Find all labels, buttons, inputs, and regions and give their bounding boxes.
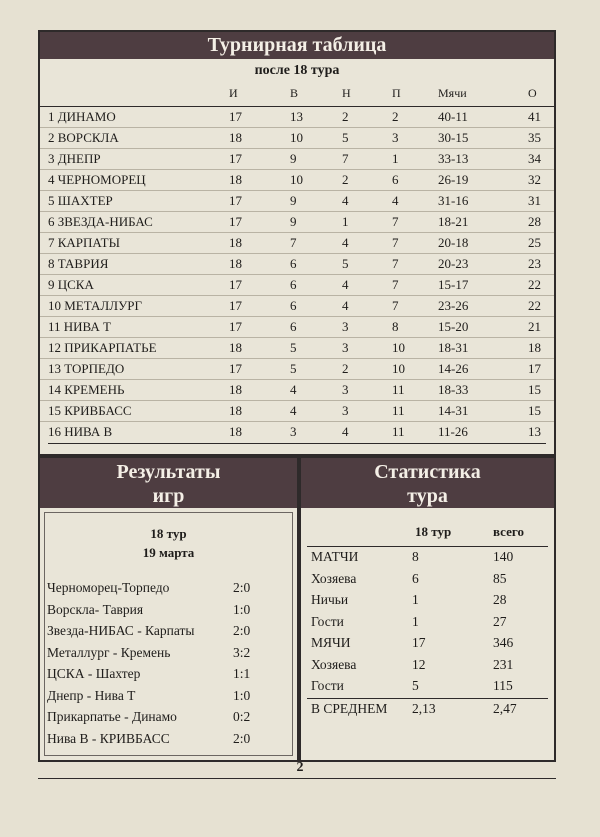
team-name: 16 НИВА В <box>48 424 113 439</box>
standings-row <box>40 232 554 253</box>
games-cell: 17 <box>229 151 242 166</box>
draws-cell: 4 <box>342 235 349 250</box>
team-name: 3 ДНЕПР <box>48 151 101 166</box>
points-cell: 35 <box>528 130 541 145</box>
standings-row <box>40 190 554 211</box>
header-games: И <box>229 86 238 100</box>
balls-cell: 14-26 <box>438 361 469 376</box>
points-cell: 22 <box>528 298 541 313</box>
result-score: 3:2 <box>233 644 251 660</box>
losses-cell: 1 <box>392 151 399 166</box>
games-cell: 18 <box>229 256 242 271</box>
header-draws: Н <box>342 86 351 100</box>
standings-bottom-rule <box>48 443 546 444</box>
points-cell: 21 <box>528 319 541 334</box>
stat-tour-value: 1 <box>412 613 419 629</box>
draws-cell: 5 <box>342 130 349 145</box>
standings-row <box>40 211 554 232</box>
stat-tour-value: 8 <box>412 549 419 564</box>
games-cell: 17 <box>229 277 242 292</box>
match-results <box>38 456 299 762</box>
stats-list <box>305 547 550 698</box>
standings-subtitle: после 18 тура <box>254 63 340 78</box>
result-match: Нива В - КРИВБАСС <box>47 730 170 746</box>
stat-total-value: 85 <box>493 570 507 586</box>
team-name: 6 ЗВЕЗДА-НИБАС <box>48 214 153 229</box>
draws-cell: 3 <box>342 403 349 418</box>
wins-cell: 5 <box>290 361 297 376</box>
result-score: 1:0 <box>233 601 251 617</box>
result-score: 2:0 <box>233 623 251 638</box>
result-row <box>45 664 292 686</box>
result-score: 1:1 <box>233 666 251 681</box>
stat-total-value: 140 <box>493 549 514 564</box>
result-match: Металлург - Кремень <box>47 644 171 660</box>
standings-row <box>40 379 554 400</box>
wins-cell: 4 <box>290 382 297 397</box>
points-cell: 15 <box>528 382 541 397</box>
points-cell: 25 <box>528 235 541 250</box>
wins-cell: 4 <box>290 403 297 418</box>
stat-total-value: 115 <box>493 678 513 693</box>
points-cell: 34 <box>528 151 541 166</box>
stat-tour-value: 12 <box>412 656 426 672</box>
points-cell: 32 <box>528 172 541 187</box>
balls-cell: 18-33 <box>438 382 469 397</box>
draws-cell: 3 <box>342 382 349 397</box>
balls-cell: 40-11 <box>438 109 468 124</box>
standings-row <box>40 127 554 148</box>
wins-cell: 10 <box>290 172 303 187</box>
stat-label: МАТЧИ <box>311 549 359 564</box>
stat-total-value: 231 <box>493 656 514 672</box>
result-row <box>45 707 292 729</box>
result-match: Днепр - Нива Т <box>47 687 136 703</box>
losses-cell: 6 <box>392 172 399 187</box>
result-match: Звезда-НИБАС - Карпаты <box>47 623 195 638</box>
balls-cell: 15-20 <box>438 319 469 334</box>
result-row <box>45 578 292 600</box>
team-name: 14 КРЕМЕНЬ <box>48 382 125 397</box>
result-row <box>45 729 292 751</box>
draws-cell: 1 <box>342 214 349 229</box>
stat-tour-value: 5 <box>412 678 419 693</box>
stat-total-value: 346 <box>493 635 514 650</box>
standings-row <box>40 400 554 421</box>
games-cell: 18 <box>229 382 242 397</box>
draws-cell: 4 <box>342 298 349 313</box>
header-wins: В <box>290 86 299 100</box>
losses-cell: 11 <box>392 382 405 397</box>
points-cell: 15 <box>528 403 541 418</box>
draws-cell: 4 <box>342 193 349 208</box>
games-cell: 17 <box>229 298 242 313</box>
standings-row <box>40 316 554 337</box>
balls-cell: 26-19 <box>438 172 469 187</box>
draws-cell: 2 <box>342 361 349 376</box>
games-cell: 18 <box>229 340 242 355</box>
balls-cell: 11-26 <box>438 424 468 439</box>
wins-cell: 9 <box>290 151 297 166</box>
games-cell: 18 <box>229 172 242 187</box>
result-score: 1:0 <box>233 687 251 703</box>
team-name: 15 КРИВБАСС <box>48 403 132 418</box>
results-title <box>40 458 297 508</box>
team-name: 12 ПРИКАРПАТЬЕ <box>48 340 157 355</box>
draws-cell: 2 <box>342 172 349 187</box>
balls-cell: 33-13 <box>438 151 469 166</box>
stats-col-total: всего <box>493 524 524 539</box>
standings-row <box>40 337 554 358</box>
games-cell: 18 <box>229 130 242 145</box>
team-name: 4 ЧЕРНОМОРЕЦ <box>48 172 146 187</box>
page-number: 2 <box>296 760 304 775</box>
stat-label: Хозяева <box>311 570 357 586</box>
losses-cell: 3 <box>392 130 399 145</box>
stat-row <box>305 569 550 591</box>
wins-cell: 9 <box>290 193 297 208</box>
team-name: 13 ТОРПЕДО <box>48 361 125 376</box>
stat-tour-value: 6 <box>412 570 419 586</box>
draws-cell: 3 <box>342 340 349 355</box>
stat-label: Ничьи <box>311 592 349 607</box>
team-name: 2 ВОРСКЛА <box>48 130 119 145</box>
stat-label: Гости <box>311 613 344 629</box>
stats-col-tour: 18 тур <box>415 524 452 539</box>
stat-row <box>305 547 550 569</box>
balls-cell: 23-26 <box>438 298 469 313</box>
team-name: 7 КАРПАТЫ <box>48 235 120 250</box>
losses-cell: 7 <box>392 277 399 292</box>
balls-cell: 20-18 <box>438 235 469 250</box>
losses-cell: 2 <box>392 109 399 124</box>
balls-cell: 15-17 <box>438 277 469 292</box>
losses-cell: 7 <box>392 298 399 313</box>
points-cell: 22 <box>528 277 541 292</box>
losses-cell: 10 <box>392 361 405 376</box>
standings-table <box>38 30 556 456</box>
games-cell: 17 <box>229 319 242 334</box>
team-name: 5 ШАХТЕР <box>48 193 113 208</box>
stat-label: МЯЧИ <box>311 635 351 650</box>
losses-cell: 10 <box>392 340 405 355</box>
header-balls: Мячи <box>438 86 467 100</box>
result-row <box>45 600 292 622</box>
standings-title: Турнирная таблица <box>40 32 554 59</box>
wins-cell: 6 <box>290 277 297 292</box>
result-match: Прикарпатье - Динамо <box>47 709 177 724</box>
standings-row <box>40 358 554 379</box>
standings-row <box>40 295 554 316</box>
result-score: 2:0 <box>233 580 251 595</box>
points-cell: 28 <box>528 214 541 229</box>
stat-row <box>305 655 550 677</box>
points-cell: 31 <box>528 193 541 208</box>
team-name: 1 ДИНАМО <box>48 109 116 124</box>
losses-cell: 4 <box>392 193 399 208</box>
standings-row <box>40 253 554 274</box>
wins-cell: 9 <box>290 214 297 229</box>
standings-row <box>40 169 554 190</box>
games-cell: 18 <box>229 403 242 418</box>
points-cell: 18 <box>528 340 541 355</box>
stat-label: Хозяева <box>311 656 357 672</box>
games-cell: 17 <box>229 109 242 124</box>
stats-title-line2: тура <box>407 485 448 507</box>
stat-row <box>305 590 550 612</box>
losses-cell: 11 <box>392 424 405 439</box>
points-cell: 41 <box>528 109 541 124</box>
draws-cell: 5 <box>342 256 349 271</box>
balls-cell: 18-21 <box>438 214 469 229</box>
stats-average-label: В СРЕДНЕМ <box>311 700 388 716</box>
team-name: 8 ТАВРИЯ <box>48 256 109 271</box>
results-list <box>45 578 292 750</box>
page-bottom-rule <box>38 778 556 779</box>
result-score: 0:2 <box>233 709 251 724</box>
team-name: 10 МЕТАЛЛУРГ <box>48 298 143 313</box>
wins-cell: 7 <box>290 235 297 250</box>
games-cell: 17 <box>229 214 242 229</box>
stats-panel <box>305 512 550 756</box>
result-match: Ворскла- Таврия <box>47 601 144 617</box>
points-cell: 13 <box>528 424 541 439</box>
stats-average-row <box>305 699 550 721</box>
standings-row <box>40 274 554 295</box>
balls-cell: 30-15 <box>438 130 469 145</box>
result-row <box>45 643 292 665</box>
stats-title-line1: Статистика <box>374 461 481 483</box>
standings-row <box>40 106 554 127</box>
wins-cell: 6 <box>290 256 297 271</box>
stat-total-value: 27 <box>493 613 507 629</box>
result-match: ЦСКА - Шахтер <box>47 666 141 681</box>
stat-tour-value: 17 <box>412 635 426 650</box>
result-row <box>45 621 292 643</box>
games-cell: 18 <box>229 424 242 439</box>
wins-cell: 13 <box>290 109 303 124</box>
team-name: 9 ЦСКА <box>48 277 94 292</box>
draws-cell: 4 <box>342 424 349 439</box>
losses-cell: 8 <box>392 319 399 334</box>
results-title-line1: Результаты <box>116 461 221 483</box>
draws-cell: 4 <box>342 277 349 292</box>
wins-cell: 5 <box>290 340 297 355</box>
results-title-line2: игр <box>152 485 185 507</box>
wins-cell: 6 <box>290 298 297 313</box>
standings-header-row <box>40 84 554 106</box>
stats-average-tour: 2,13 <box>412 700 436 716</box>
standings-row <box>40 148 554 169</box>
stats-average-total: 2,47 <box>493 700 517 716</box>
standings-rows <box>40 106 554 442</box>
balls-cell: 20-23 <box>438 256 469 271</box>
balls-cell: 14-31 <box>438 403 469 418</box>
standings-row <box>40 421 554 442</box>
round-statistics <box>299 456 556 762</box>
team-name: 11 НИВА Т <box>48 319 111 334</box>
header-losses: П <box>392 86 401 100</box>
points-cell: 23 <box>528 256 541 271</box>
wins-cell: 10 <box>290 130 303 145</box>
stat-row <box>305 676 550 698</box>
result-score: 2:0 <box>233 730 251 746</box>
stat-label: Гости <box>311 678 344 693</box>
points-cell: 17 <box>528 361 541 376</box>
stat-row <box>305 612 550 634</box>
games-cell: 17 <box>229 361 242 376</box>
draws-cell: 2 <box>342 109 349 124</box>
result-row <box>45 686 292 708</box>
wins-cell: 6 <box>290 319 297 334</box>
losses-cell: 7 <box>392 214 399 229</box>
stats-title <box>301 458 554 508</box>
losses-cell: 7 <box>392 256 399 271</box>
draws-cell: 3 <box>342 319 349 334</box>
losses-cell: 11 <box>392 403 405 418</box>
games-cell: 18 <box>229 235 242 250</box>
games-cell: 17 <box>229 193 242 208</box>
result-match: Черноморец-Торпедо <box>47 580 170 595</box>
stat-row <box>305 633 550 655</box>
losses-cell: 7 <box>392 235 399 250</box>
balls-cell: 31-16 <box>438 193 469 208</box>
results-date: 19 марта <box>142 545 195 560</box>
draws-cell: 7 <box>342 151 349 166</box>
stats-header-row <box>305 516 550 546</box>
wins-cell: 3 <box>290 424 297 439</box>
stat-tour-value: 1 <box>412 592 419 607</box>
results-tour: 18 тур <box>150 526 187 541</box>
stat-total-value: 28 <box>493 592 507 607</box>
balls-cell: 18-31 <box>438 340 469 355</box>
header-points: О <box>528 86 537 100</box>
results-panel <box>44 512 293 756</box>
